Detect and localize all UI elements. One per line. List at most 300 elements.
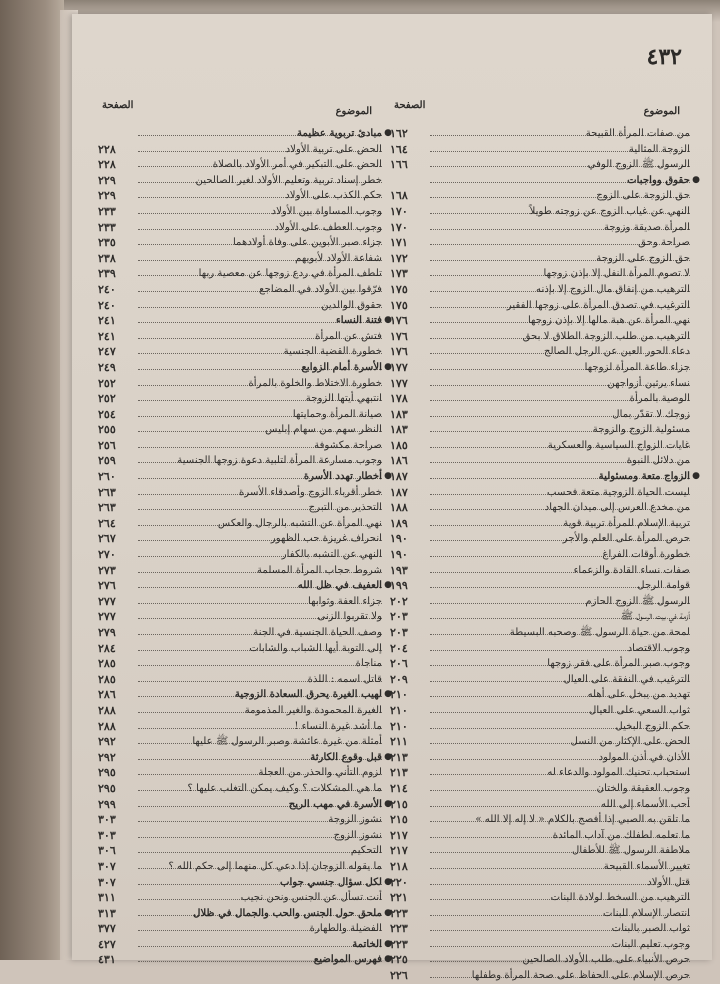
entry-page-number: ١٨٨ [390,501,408,515]
entry-title: وجوب العقيقة والختان [596,782,690,794]
hand-edge [0,0,64,960]
entry-page-number: ٢٤١ [98,314,116,328]
entry-page-number: ٢٠٦ [390,657,408,671]
entry-page-number: ٣٧٧ [98,922,116,936]
index-entry [98,563,382,579]
index-section-heading [98,126,392,142]
page-number: ٤٣٢ [646,44,682,70]
entry-page-number: ١٨٣ [390,423,408,437]
entry-page-number: ٣٠٧ [98,859,116,873]
bullet-icon: ● [384,580,392,591]
index-entry [390,828,690,844]
entry-title: حق الزوجة على الزوج [596,190,690,202]
index-entry [98,329,382,345]
entry-title: إلى التوبة أيها الشباب والشابات [249,642,382,654]
entry-title: وجوب صبر المرأة على فقر زوجها [547,658,690,670]
index-entry [390,188,690,204]
bullet-icon: ● [384,907,392,918]
entry-page-number: ١٧١ [390,236,408,250]
bullet-icon: ● [384,315,392,326]
entry-page-number: ٢٦٠ [98,470,116,484]
entry-page-number: ٢١٥ [390,813,408,827]
entry-title: الفضيلة والطهارة [309,923,382,935]
entry-page-number: ٢١٠ [390,719,408,733]
entry-title: حكم الكذب على الأولاد [285,190,382,202]
index-entry [390,968,690,984]
entry-page-number: ٢١٧ [390,828,408,842]
entry-title: الأسرة في مهب الريح [288,797,382,810]
index-entry [390,266,690,282]
entry-title: خطر أقرباء الزوج وأصدقاء الأسرة [239,486,382,498]
entry-title: العفيف في ظل الله [297,579,382,592]
entry-title: الأسرة أمام الزوابع [301,360,382,373]
index-entry [98,266,382,282]
index-section-heading [98,797,392,813]
entry-page-number: ٢٦٤ [98,516,116,530]
index-entry [390,765,690,781]
entry-page-number: ٤٢٧ [98,937,116,951]
entry-page-number: ٢٣٥ [98,236,116,250]
index-entry [390,485,690,501]
entry-page-number: ٢١٣ [390,766,408,780]
entry-page-number: ٢٢٩ [98,189,116,203]
index-entry [390,641,690,657]
header-topic: الموضوع [335,106,372,117]
entry-page-number: ١٨٧ [390,470,408,484]
entry-page-number: ١٧٢ [390,251,408,265]
entry-title: ثواب السعي على العيال [588,704,690,716]
index-entry [98,890,382,906]
index-entry [98,298,382,314]
index-entry [390,563,690,579]
index-entry [98,531,382,547]
index-entry [390,812,690,828]
entry-title: ثواب الصبر بالبنات [611,923,690,935]
index-entry [98,407,382,423]
entry-title: من صفات المرأة القبيحة [585,128,690,139]
index-entry [98,812,382,828]
index-entry [390,594,690,610]
index-section-heading [390,469,700,485]
entry-page-number: ٢٥٢ [98,376,116,390]
index-entry [98,625,382,641]
entry-title: انتصار الإسلام للبنات [603,907,690,919]
entry-page-number: ٣٠٦ [98,844,116,858]
index-section-heading [390,173,700,189]
index-entry [390,531,690,547]
entry-page-number: ١٧٣ [390,267,408,281]
entry-page-number: ٢٢٣ [390,937,408,951]
entry-title: ما تلقن به الصبي إذا أفصح بالكلام « لا إله إلا الله » [475,814,690,826]
index-entry [390,329,690,345]
index-section-heading [98,750,392,766]
entry-title: فرّقوا بين الأولاد في المضاجع [259,283,382,295]
entry-page-number: ٢٩٥ [98,781,116,795]
entry-title: انتبهي أيتها الزوجة [305,393,382,405]
entry-title: ما هي المشكلات ؟ وكيف يمكن التغلب عليها ؟ [187,782,382,794]
header-page: الصفحة [394,100,426,111]
entry-title: وجوب العطف على الأولاد [274,221,382,233]
entry-page-number: ١٨٦ [390,454,408,468]
entry-title: الرسول ﷺ الزوج الحازم [585,595,690,607]
index-entry [390,438,690,454]
entry-page-number: ١٧٥ [390,298,408,312]
index-column-left [98,100,392,968]
entry-title: التحذير من التبرج [308,502,382,514]
entry-page-number: ١٧٠ [390,220,408,234]
entry-page-number: ٢٢٨ [98,142,116,156]
entry-title: خطورة القضية الجنسية [283,346,382,358]
index-entry [390,391,690,407]
entry-page-number: ٢٦٣ [98,501,116,515]
index-entry [98,220,382,236]
entry-title: أمثلة من غيرة عائشة وصبر الرسول ﷺ عليها [192,736,382,748]
entry-page-number: ١٩٣ [390,563,408,577]
entry-title: شروط حجاب المرأة المسلمة [256,564,382,576]
entry-page-number: ٤٣١ [98,953,116,967]
entry-title: أنت تسأل عن الجنس ونحن نجيب [240,892,382,904]
entry-page-number: ٢٧٠ [98,548,116,562]
index-entry [390,407,690,423]
entry-title: نشوز الزوج [333,829,382,841]
index-entry [98,921,382,937]
entry-title: وجوب الاقتصاد [627,642,690,654]
entry-title: ليست الحياة الزوجية متعة فحسب [546,486,690,498]
bullet-icon: ● [384,938,392,949]
entry-title: حكم الزوج البخيل [615,720,690,732]
index-entry [390,952,690,968]
index-entry [390,734,690,750]
index-entry [390,376,690,392]
entry-title: قتل الأولاد [647,876,690,888]
entry-page-number: ٢٢٥ [390,953,408,967]
entry-page-number: ٢٤٠ [98,298,116,312]
entry-page-number: ٢٢٩ [98,173,116,187]
entry-title: حرص الإسلام على الحفاظ على صحة المرأة وطفلها [471,970,690,982]
entry-page-number: ٢٦٧ [98,532,116,546]
index-entry [98,734,382,750]
entry-title: وجوب مسارعة المرأة لتلبية دعوة زوجها الجنسية [177,455,382,467]
entry-title: لزوم التأني والحذر من العجلة [258,767,382,779]
entry-page-number: ٢٧٧ [98,594,116,608]
index-entry [98,703,382,719]
column-header [390,100,690,126]
entry-page-number: ١٦٢ [390,127,408,140]
bullet-icon: ● [692,174,700,185]
index-entry [98,391,382,407]
index-entry [390,687,690,703]
index-entry [390,750,690,766]
entry-page-number: ٣٠٧ [98,875,116,889]
entry-title: حرص المرأة على العلم والأجر [562,533,690,545]
entry-title: انحراف غريزة حب الظهور [270,533,382,545]
entry-title: صراحة وحق [638,237,690,249]
index-entry [390,344,690,360]
entry-page-number: ٢٨٥ [98,657,116,671]
entry-page-number: ١٨٣ [390,407,408,421]
dot-leader [138,852,382,853]
index-entry [98,641,382,657]
entry-title: المرأة صديقة وزوجة [603,221,690,233]
entry-title: لا تصوم المرأة النفل إلا بإذن زوجها [543,268,690,280]
dot-leader [138,665,382,666]
index-section-heading [98,360,392,376]
header-page: الصفحة [102,100,134,111]
entry-page-number: ٢٤٩ [98,360,116,374]
index-list [98,126,392,968]
index-entry [98,422,382,438]
entry-page-number: ٢٨٦ [98,688,116,702]
index-column-right [390,100,700,984]
entry-page-number: ٢٠٣ [390,626,408,639]
entry-title: جزاء العفة وثوابها [308,595,382,607]
index-entry [98,204,382,220]
entry-title: جزاء طاعة المرأة لزوجها [584,361,690,373]
index-entry [390,843,690,859]
index-entry [390,797,690,813]
entry-page-number: ٢٢٦ [390,969,408,983]
entry-title: النهي عن غياب الزوج عن زوجته طويلاً [529,205,690,217]
index-entry [390,609,690,625]
index-entry [98,142,382,158]
entry-title: نهي المرأة عن هبة مالها إلا بإذن زوجها [527,315,690,327]
entry-title: الترهيب من السخط لولادة البنات [550,892,690,904]
index-entry [98,235,382,251]
entry-title: خطورة أوقات الفراغ [602,549,690,561]
index-entry [390,422,690,438]
entry-title: الترغيب في تصدق المرأة على زوجها الفقير [506,299,690,311]
entry-title: قوامة الرجل [637,580,690,592]
index-entry [390,578,690,594]
entry-page-number: ٢٨٨ [98,719,116,733]
entry-page-number: ١٧٧ [390,360,408,374]
index-entry [390,859,690,875]
entry-page-number: ١٩٠ [390,532,408,546]
index-section-heading [98,469,392,485]
entry-title: أحب الأسماء إلى الله [600,798,690,810]
entry-page-number: ١٧٦ [390,329,408,343]
index-section-heading [98,313,392,329]
entry-page-number: ٢٨٤ [98,641,116,655]
entry-page-number: ٢٠٣ [390,610,408,624]
column-header [98,100,382,126]
index-entry [98,282,382,298]
bullet-icon: ● [384,876,392,887]
entry-page-number: ١٧٨ [390,392,408,406]
entry-title: تلطف المرأة في ردع زوجها عن معصية ربها [198,268,382,280]
entry-page-number: ٢٥٥ [98,423,116,437]
entry-page-number: ٢٦٣ [98,485,116,499]
index-entry [390,235,690,251]
index-section-heading [98,952,392,968]
index-entry [390,937,690,953]
entry-title: حق الزوج على الزوجة [596,252,690,264]
entry-title: الترهيب من طلب الزوجة الطلاق لا بحق [522,330,690,342]
index-entry [98,173,382,189]
index-entry [390,625,690,641]
entry-page-number: ٣١٣ [98,906,116,920]
bullet-icon: ● [384,689,392,700]
entry-title: ما تعلمه لطفلك من آداب المائدة [552,829,690,841]
entry-page-number: ٢٢١ [390,891,408,905]
index-entry [390,672,690,688]
entry-page-number: ٢٤٠ [98,282,116,296]
entry-title: النظر سهم من سهام إبليس [265,424,382,436]
entry-page-number: ٢٠٩ [390,672,408,686]
entry-page-number: ٢٧٩ [98,626,116,639]
entry-title: حرص الأنبياء على طلب الأولاد الصالحين [522,954,690,966]
index-entry [390,220,690,236]
entry-page-number: ١٧٦ [390,314,408,328]
index-entry [98,157,382,173]
entry-title: شفاعة الأولاد لأبويهم [295,252,382,264]
index-entry [390,204,690,220]
entry-page-number: ٣٠٣ [98,828,116,842]
entry-page-number: ٢٢٣ [390,922,408,936]
index-entry [98,485,382,501]
entry-title: صراحة مكشوفة [314,439,382,451]
entry-page-number: ٢٩٩ [98,797,116,811]
index-entry [98,344,382,360]
entry-title: ملاطفة الرسول ﷺ للأطفال [572,845,690,857]
entry-page-number: ٢٥٤ [98,407,116,421]
bullet-icon: ● [692,471,700,482]
entry-title: فهرس المواضيع [313,953,382,966]
index-entry [98,376,382,392]
entry-title: النهي عن التشبه بالكفار [281,549,382,561]
book-page [72,14,712,983]
index-entry [390,360,690,376]
entry-title: وجوب تعليم البنات [611,938,690,950]
entry-page-number: ١٧٦ [390,345,408,359]
dot-leader [138,946,382,947]
entry-title: استحباب تحنيك المولود والدعاء له [547,767,690,779]
index-section-heading [98,875,392,891]
index-entry [390,921,690,937]
index-entry [98,251,382,267]
entry-page-number: ١٨٧ [390,485,408,499]
index-entry [390,656,690,672]
entry-title: ما أشد غيرة النساء ! [294,720,382,732]
entry-title: وجوب المساواة بين الأولاد [271,205,382,217]
index-entry [98,656,382,672]
entry-title: قاتل اسمه : اللذة [307,673,382,685]
entry-page-number: ٣٠٣ [98,813,116,827]
index-entry [390,516,690,532]
entry-page-number: ٢٥٢ [98,392,116,406]
index-entry [98,765,382,781]
entry-page-number: ١٧٥ [390,282,408,296]
entry-title: حقوق وواجبات [627,173,690,186]
index-entry [390,282,690,298]
entry-title: الحض على تربية الأولاد [285,143,382,155]
entry-page-number: ٢٩٢ [98,735,116,749]
entry-page-number: ١٨٥ [390,438,408,452]
entry-page-number: ١٦٤ [390,142,408,156]
index-entry [390,298,690,314]
entry-page-number: ٢٣٣ [98,220,116,234]
entry-title: جزاء صبر الأبوين على وفاة أولادهما [232,237,382,249]
entry-title: نساء يرثين أزواجهن [607,377,690,389]
index-entry [98,594,382,610]
entry-page-number: ٢٩٥ [98,766,116,780]
index-entry [390,251,690,267]
entry-page-number: ٢١٣ [390,750,408,764]
entry-title: لمحة من حياة الرسول ﷺ وصحبه البسيطة [509,627,690,638]
index-entry [390,126,690,142]
entry-title: الحض على الإكثار من النسل [570,736,690,748]
entry-title: من دلائل النبوة [626,455,690,467]
entry-title: تغيير الأسماء القبيحة [603,860,690,872]
entry-page-number: ٢٠٢ [390,594,408,608]
entry-title: الأذان في أذن المولود [598,751,690,763]
index-entry [98,672,382,688]
entry-page-number: ٣١١ [98,891,116,905]
entry-title: الترهيب من إنفاق مال الزوج إلا بإذنه [536,283,690,295]
entry-title: ملحق حول الجنس والحب والجمال في ظلال [193,906,382,919]
entry-page-number: ٢٢٨ [98,158,116,172]
entry-page-number: ٢١٤ [390,781,408,795]
index-entry [98,453,382,469]
entry-title: حقوق الوالدين [321,299,382,311]
index-section-heading [98,937,392,953]
index-entry [390,781,690,797]
entry-title: فتنة النساء [335,314,382,327]
index-entry [390,313,690,329]
index-entry [390,719,690,735]
index-entry [98,609,382,625]
bullet-icon: ● [384,751,392,762]
entry-title: مبادئ تربوية عظيمة [297,127,382,139]
entry-page-number: ٢٩٢ [98,750,116,764]
entry-page-number: ٢٥٩ [98,454,116,468]
entry-title: ولا تقربوا الزنى [317,611,382,623]
index-list [390,126,700,984]
entry-page-number: ٢١٠ [390,688,408,702]
entry-title: الزوجة المثالية [628,143,690,155]
index-entry [390,500,690,516]
entry-page-number: ١٧٠ [390,204,408,218]
entry-page-number: ٢٢٣ [390,906,408,920]
entry-page-number: ٢١٧ [390,844,408,858]
header-topic: الموضوع [643,106,680,117]
entry-page-number: ١٦٨ [390,189,408,203]
index-section-heading [98,906,392,922]
bullet-icon: ● [384,128,392,138]
bullet-icon: ● [384,471,392,482]
entry-page-number: ٢٧٦ [98,579,116,593]
entry-title: صيانة المرأة وحمايتها [292,408,382,420]
entry-page-number: ٢٣٣ [98,204,116,218]
entry-title: أخطار تهدد الأسرة [303,470,382,483]
entry-page-number: ٢٣٩ [98,267,116,281]
entry-title: من مخدع العرس إلى ميدان الجهاد [544,502,690,514]
entry-title: نشوز الزوجة [328,814,382,826]
index-entry [98,500,382,516]
entry-title: مناجاة [355,658,382,670]
entry-title: تهديد من يبخل على أهله [587,689,690,701]
entry-title: زوجك لا تقدّر بمال [612,408,690,420]
index-entry [98,859,382,875]
index-entry [98,516,382,532]
entry-title: دعاء الحور العين عن الرجل الصالح [543,346,690,358]
entry-page-number: ٢١٨ [390,859,408,873]
entry-title: قبل وقوع الكارثة [310,750,382,763]
entry-page-number: ٢٧٣ [98,563,116,577]
entry-title: أزمة في بيت الرسول ﷺ [620,611,690,623]
index-entry [390,157,690,173]
entry-title: وصف الحياة الجنسية في الجنة [253,627,382,638]
